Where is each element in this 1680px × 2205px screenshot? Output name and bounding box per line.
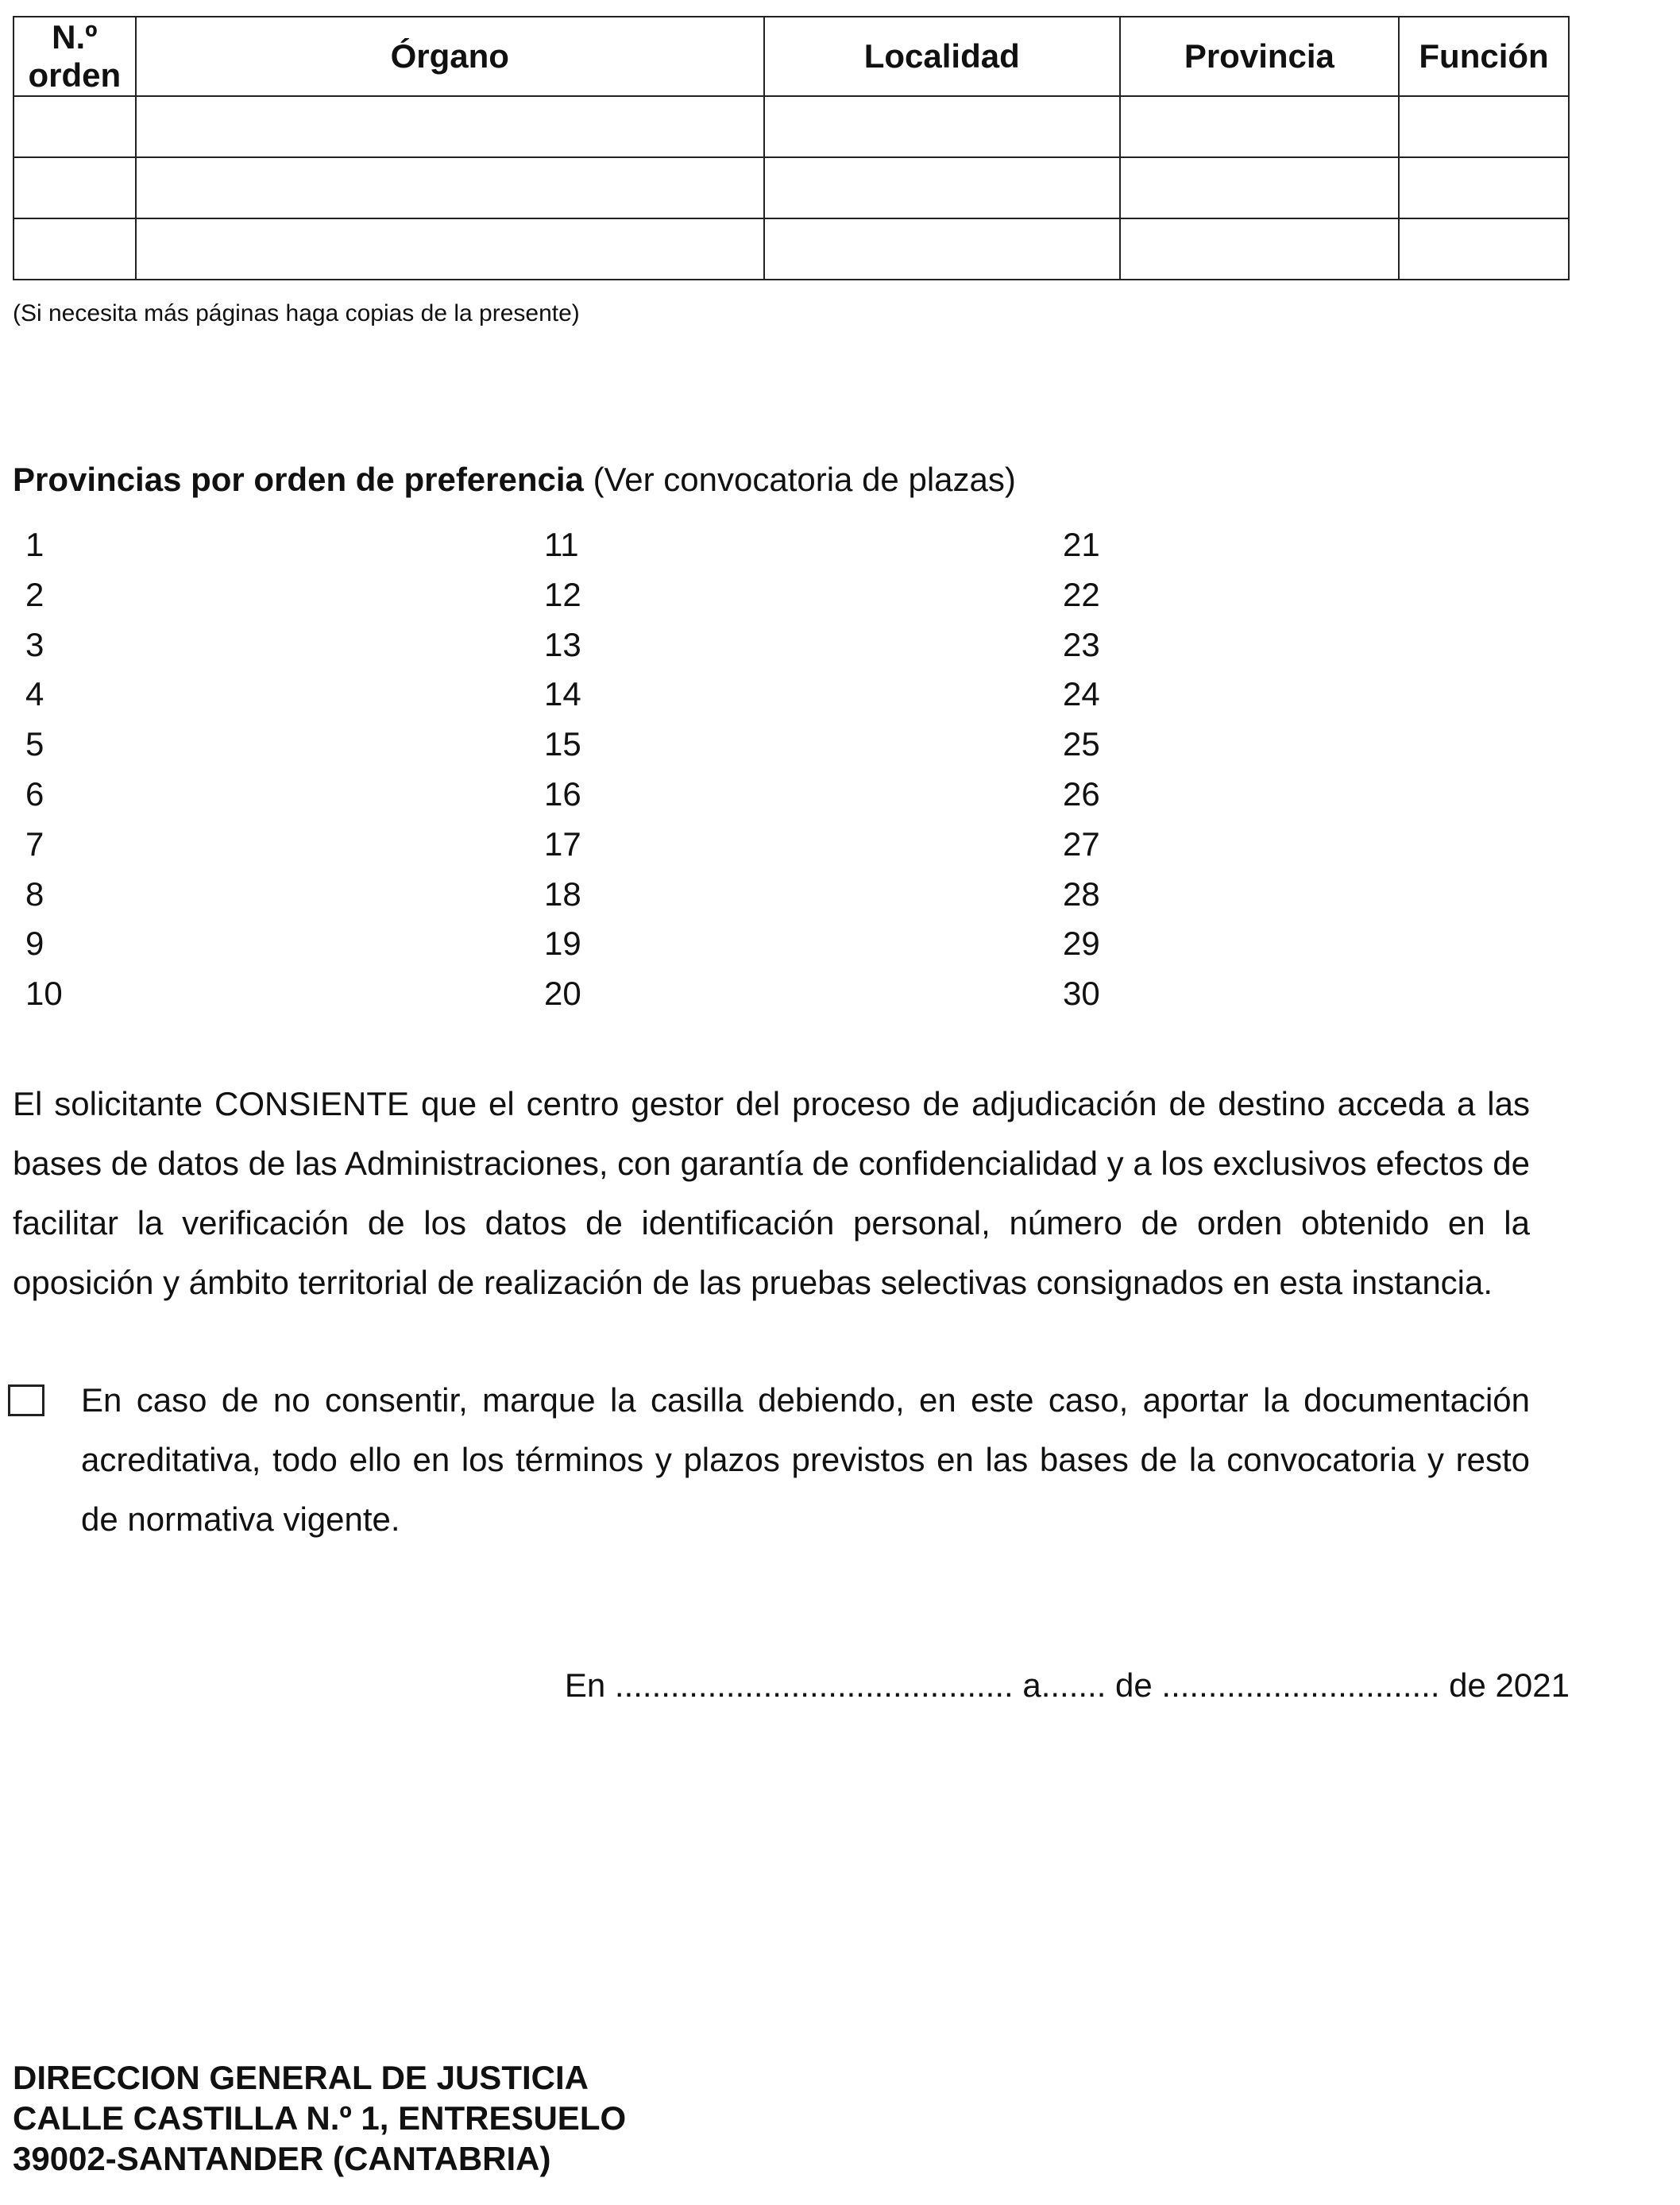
preference-column-2: [544, 520, 581, 1019]
preference-number: 7: [25, 824, 44, 863]
preferences-title: [13, 461, 1016, 499]
footer-line-3: 39002-SANTANDER (CANTABRIA): [13, 2140, 551, 2177]
preference-number: 24: [1063, 675, 1100, 713]
preference-number: 30: [1063, 975, 1100, 1013]
non-consent-checkbox[interactable]: [8, 1384, 44, 1416]
cell-organ: [136, 96, 764, 157]
province-input[interactable]: [1121, 158, 1398, 218]
locality-input[interactable]: [765, 158, 1119, 218]
function-input[interactable]: [1400, 158, 1568, 218]
organ-input[interactable]: [137, 219, 763, 279]
preference-number: 21: [1063, 526, 1100, 563]
header-locality: Localidad: [764, 17, 1120, 96]
preference-number: 18: [544, 875, 581, 913]
preference-number: 1: [25, 526, 44, 563]
cell-province: [1120, 96, 1399, 157]
preference-number: 28: [1063, 875, 1100, 913]
function-input[interactable]: [1400, 219, 1568, 279]
consent-paragraph: El solicitante CONSIENTE que el centro gestor del proceso de adjudicación de destino acceda a las bases de datos de las Administraciones, con garantía de confidencialidad y a los exclusivos efectos de facilitar la verificación de los datos de identificación personal, número de orden obtenido en la oposición y ámbito territorial de realización de las pruebas selectivas consignados en esta instancia.: [13, 1085, 1530, 1301]
preference-column-1: [25, 520, 63, 1019]
header-function: Función: [1399, 17, 1569, 96]
table-row: [14, 157, 1569, 218]
preference-column-3: [1063, 520, 1100, 1019]
header-province: Provincia: [1120, 17, 1399, 96]
destinations-table: [13, 16, 1570, 280]
preference-number: 25: [1063, 725, 1100, 763]
preference-number: 26: [1063, 774, 1100, 813]
cell-order-number: [14, 157, 136, 218]
order-number-input[interactable]: [14, 97, 135, 156]
cell-province: [1120, 157, 1399, 218]
preferences-title-bold: Provincias por orden de preferencia: [13, 461, 584, 498]
date-line: En ........................................... a....... de .............................. de 2021: [564, 1666, 1570, 1704]
preference-number: 3: [25, 625, 44, 663]
preference-number: 11: [544, 526, 579, 563]
footer-line-1: DIRECCION GENERAL DE JUSTICIA: [13, 2059, 589, 2096]
header-organ: Órgano: [136, 17, 764, 96]
province-input[interactable]: [1121, 97, 1398, 156]
cell-order-number: [14, 218, 136, 280]
non-consent-text: En caso de no consentir, marque la casilla debiendo, en este caso, aportar la documentación acreditativa, todo ello en los términos y plazos previstos en las bases de la convocatoria y resto de normativa vigente.: [81, 1381, 1530, 1538]
preference-number: 20: [544, 975, 581, 1013]
preference-number: 13: [544, 625, 581, 663]
cell-locality: [764, 96, 1120, 157]
footer-address: [13, 2057, 626, 2179]
preferences-title-rest: (Ver convocatoria de plazas): [583, 461, 1016, 498]
table-row: [14, 96, 1569, 157]
cell-function: [1399, 96, 1569, 157]
preference-number: 23: [1063, 625, 1100, 663]
table-row: [14, 218, 1569, 280]
table-header-row: [14, 17, 1569, 96]
function-input[interactable]: [1400, 97, 1568, 156]
preference-number: 8: [25, 875, 44, 913]
header-order-number: N.º orden: [14, 17, 136, 96]
preference-number: 14: [544, 675, 581, 713]
preference-number: 6: [25, 774, 44, 813]
order-number-input[interactable]: [14, 219, 135, 279]
preference-number: 19: [544, 925, 581, 963]
preference-number: 4: [25, 675, 44, 713]
preference-number: 27: [1063, 824, 1100, 863]
cell-organ: [136, 218, 764, 280]
province-input[interactable]: [1121, 219, 1398, 279]
cell-locality: [764, 157, 1120, 218]
organ-input[interactable]: [137, 158, 763, 218]
locality-input[interactable]: [765, 219, 1119, 279]
preference-number: 2: [25, 575, 44, 613]
preference-number: 5: [25, 725, 44, 763]
copies-note: (Si necesita más páginas haga copias de la presente): [13, 300, 580, 326]
organ-input[interactable]: [137, 97, 763, 156]
preference-number: 9: [25, 925, 44, 963]
preference-number: 15: [544, 725, 581, 763]
cell-locality: [764, 218, 1120, 280]
cell-function: [1399, 218, 1569, 280]
locality-input[interactable]: [765, 97, 1119, 156]
footer-line-2: CALLE CASTILLA N.º 1, ENTRESUELO: [13, 2099, 627, 2137]
preference-number: 29: [1063, 925, 1100, 963]
cell-organ: [136, 157, 764, 218]
preference-number: 22: [1063, 575, 1100, 613]
cell-function: [1399, 157, 1569, 218]
preference-number: 16: [544, 774, 581, 813]
preference-number: 17: [544, 824, 581, 863]
preference-number: 12: [544, 575, 581, 613]
cell-province: [1120, 218, 1399, 280]
order-number-input[interactable]: [14, 158, 135, 218]
preference-number: 10: [25, 975, 63, 1013]
cell-order-number: [14, 96, 136, 157]
